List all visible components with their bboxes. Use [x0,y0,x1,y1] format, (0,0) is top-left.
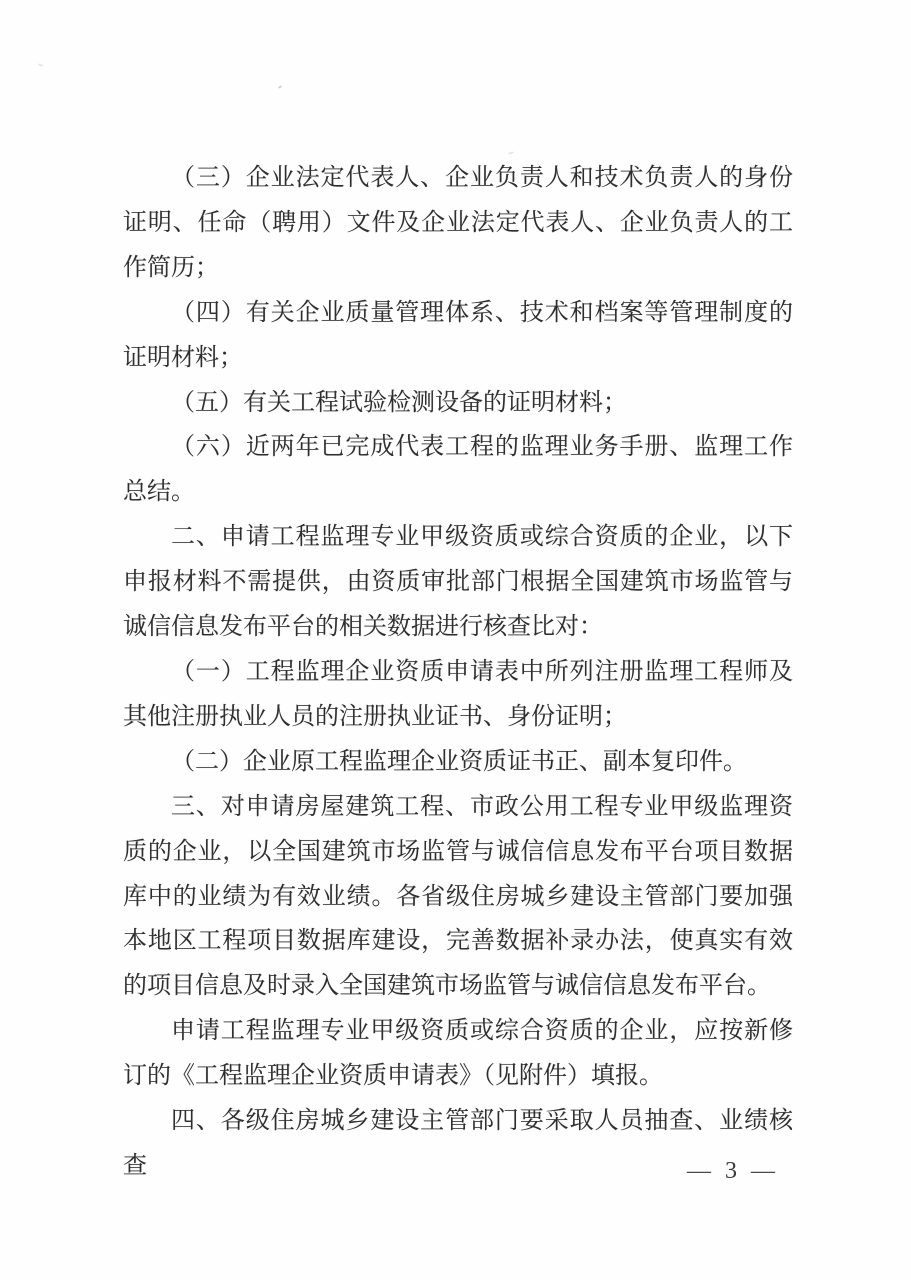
page-number: 3 [725,1158,737,1184]
paragraph-item-4: （四）有关企业质量管理体系、技术和档案等管理制度的证明材料； [123,299,793,371]
paragraph-section-3: 三、对申请房屋建筑工程、市政公用工程专业甲级监理资质的企业，以全国建筑市场监管与诚信信息发布平台项目数据库中的业绩为有效业绩。各省级住房城乡建设主管部门要加强本地区工程项目数据库建设，完善数据补录办法，使真实有效的项目信息及时录入全国建筑市场监管与诚信信息发布平台。 [123,793,793,1000]
paragraph-item-6: （六）近两年已完成代表工程的监理业务手册、监理工作总结。 [123,434,793,506]
scan-artifact [38,63,43,67]
paragraph-item-1: （一）工程监理企业资质申请表中所列注册监理工程师及其他注册执业人员的注册执业证书、身份证明； [123,658,793,730]
paragraph-item-3: （三）企业法定代表人、企业负责人和技术负责人的身份证明、任命（聘用）文件及企业法定代表人、企业负责人的工作简历； [123,165,793,281]
scan-artifact [508,151,514,154]
document-body [123,156,793,1189]
page-number-footer [673,1158,789,1185]
footer-left-dash: — [687,1158,711,1184]
paragraph-item-5: （五）有关工程试验检测设备的证明材料； [171,389,627,416]
paragraph-section-2: 二、申请工程监理专业甲级资质或综合资质的企业，以下申报材料不需提供，由资质审批部门根据全国建筑市场监管与诚信信息发布平台的相关数据进行核查比对： [123,524,793,641]
scan-artifact [278,85,282,89]
paragraph-section-4: 四、各级住房城乡建设主管部门要采取人员抽查、业绩核查 [123,1108,793,1179]
paragraph-item-2: （二）企业原工程监理企业资质证书正、副本复印件。 [171,748,747,775]
paragraph-application-form: 申请工程监理专业甲级资质或综合资质的企业，应按新修订的《工程监理企业资质申请表》（见附件）填报。 [123,1018,793,1090]
footer-right-dash: — [751,1158,775,1184]
